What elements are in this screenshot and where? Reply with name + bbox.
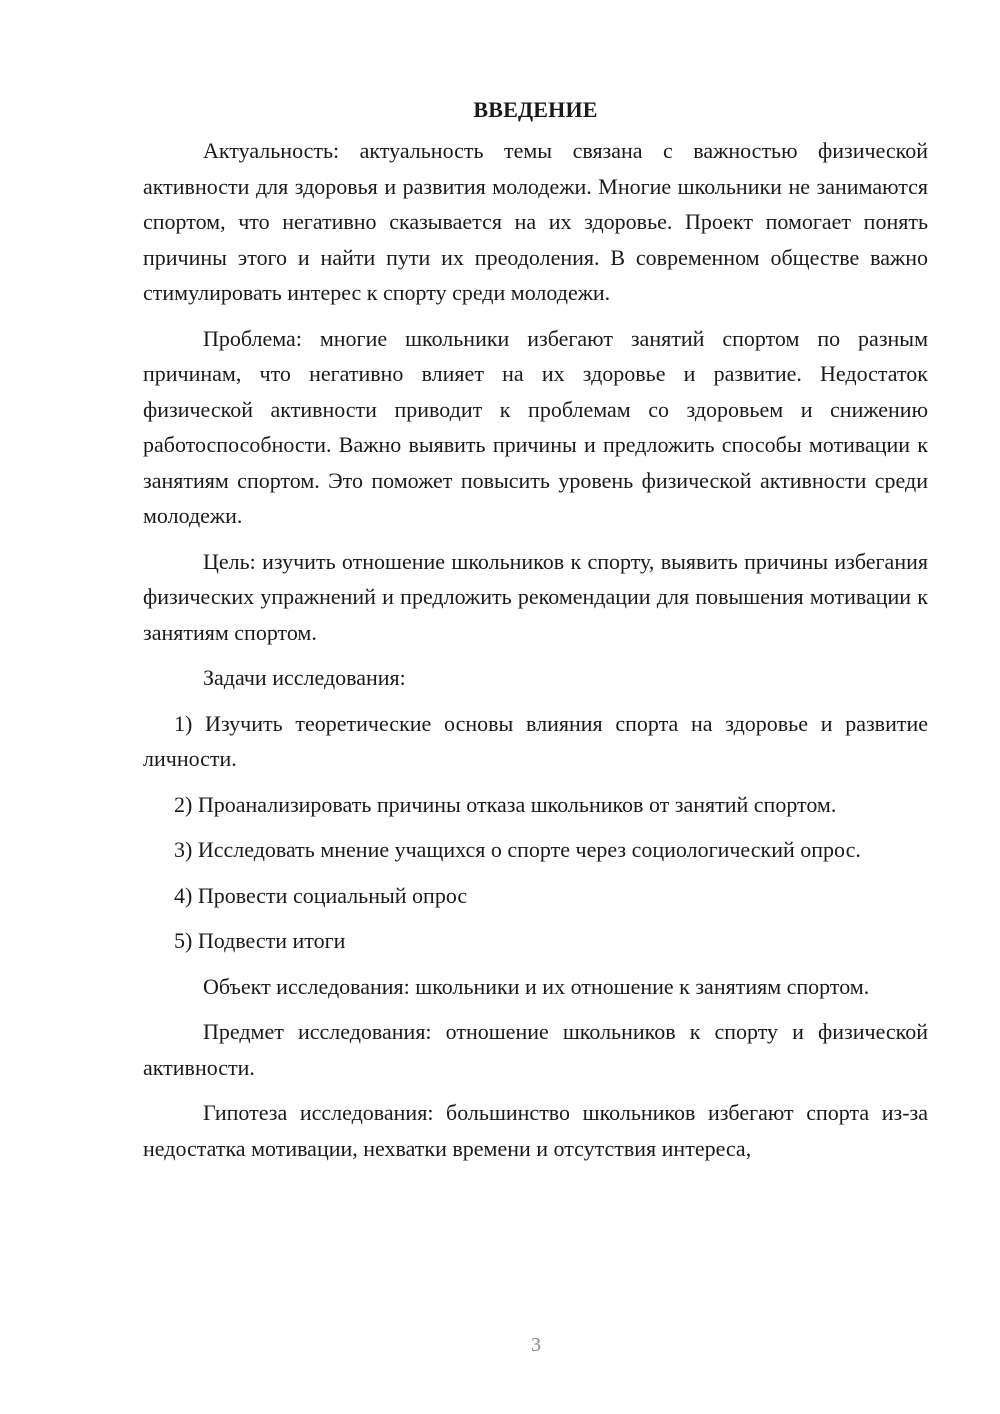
page-number: 3 — [531, 1334, 541, 1356]
paragraph-problem: Проблема: многие школьники избегают занятий спортом по разным причинам, что негативно влияет на их здоровье и развитие. Недостаток физической активности приводит к проблемам со здоровьем и снижению работоспособности. Важно выявить причины и предложить способы мотивации к занятиям спортом. Это поможет повысить уровень физической активности среди молодежи. — [143, 325, 928, 528]
section-heading: ВВЕДЕНИЕ — [473, 97, 598, 122]
task-item-1: 1) Изучить теоретические основы влияния спорта на здоровье и развитие личности. — [143, 710, 928, 771]
task-item-2: 2) Проанализировать причины отказа школьников от занятий спортом. — [174, 791, 837, 817]
task-item-5: 5) Подвести итоги — [174, 928, 346, 953]
page-content — [143, 92, 928, 1176]
paragraph-hypothesis: Гипотеза исследования: большинство школьников избегают спорта из-за недостатка мотивации, нехватки времени и отсутствия интереса, — [143, 1100, 928, 1161]
paragraph-object: Объект исследования: школьники и их отношение к занятиям спортом. — [203, 973, 870, 999]
paragraph-goal: Цель: изучить отношение школьников к спорту, выявить причины избегания физических упражнений и предложить рекомендации для повышения мотивации к занятиям спортом. — [143, 548, 928, 645]
task-item-4: 4) Провести социальный опрос — [174, 882, 468, 908]
task-item-3: 3) Исследовать мнение учащихся о спорте через социологический опрос. — [174, 837, 861, 862]
tasks-heading: Задачи исследования: — [203, 665, 406, 690]
paragraph-subject: Предмет исследования: отношение школьников к спорту и физической активности. — [143, 1019, 928, 1080]
paragraph-relevance: Актуальность: актуальность темы связана с важностью физической активности для здоровья и развития молодежи. Многие школьники не занимаются спортом, что негативно сказывается на их здоровье. Проект помогает понять причины этого и найти пути их преодоления. В современном обществе важно стимулировать интерес к спорту среди молодежи. — [143, 138, 928, 305]
